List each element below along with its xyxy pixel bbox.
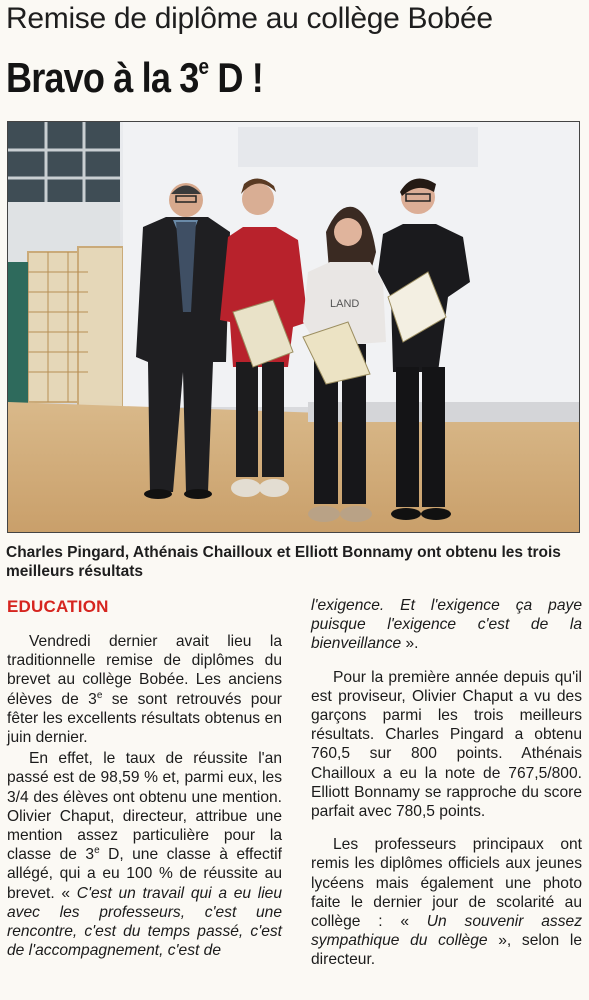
- paragraph-text: Vendredi dernier avait lieu la traditionnelle remise de diplômes du brevet au collège Bobée. Les anciens élèves de 3: [7, 633, 282, 708]
- ceremony-photo-illustration: [8, 122, 580, 533]
- paragraph-text: se sont retrouvés pour fêter les excellents résultats obtenus en juin dernier.: [7, 690, 282, 747]
- article-column-left: [7, 632, 282, 960]
- superscript: e: [94, 845, 100, 857]
- headline-prefix: Bravo à la 3: [6, 54, 199, 101]
- headline-suffix: D !: [208, 54, 263, 101]
- director-quote: Un souvenir assez sympathique du collège: [311, 913, 582, 950]
- photo-caption: Charles Pingard, Athénais Chailloux et Elliott Bonnamy ont obtenu les trois meilleurs résultats: [6, 544, 561, 580]
- paragraph-quote-end: [311, 596, 582, 654]
- paragraph-text: », selon le directeur.: [311, 932, 583, 969]
- svg-text:LAND: LAND: [330, 298, 360, 310]
- paragraph-top-results: Pour la première année depuis qu'il est proviseur, Olivier Chaput a vu des garçons parmi les trois meilleurs résultats. Charles Pingard a obtenu 760,5 sur 800 points. Athénais Chailloux a eu la note de 767,5/800. Elliott Bonnamy se rapproche du score parfait avec 780,5 points.: [311, 668, 582, 821]
- director-quote: C'est un travail qui a eu lieu avec les professeurs, c'est une rencontre, c'est du temps passé, c'est de l'accompagnement, c'est de: [7, 884, 283, 960]
- headline-superscript: e: [198, 54, 209, 79]
- paragraph-text: Les professeurs principaux ont remis les diplômes officiels aux jeunes lycéens mais également une photo faite le dernier jour de scolarité au collège : «: [311, 836, 582, 931]
- paragraph-text: D, une classe à effectif allégé, qui a eu 100 % de réussite au brevet. «: [7, 846, 282, 902]
- paragraph-diplomas: [311, 835, 582, 969]
- article-headline: [6, 54, 503, 102]
- paragraph-results: [7, 749, 282, 960]
- paragraph-intro: [7, 632, 282, 747]
- paragraph-text: En effet, le taux de réussite l'an passé est de 98,59 % et, parmi eux, les 3/4 des élèves ont obtenu une mention. Olivier Chaput, directeur, attribue une mention assez particulière pour la classe de 3: [7, 750, 282, 864]
- paragraph-text: ».: [401, 635, 419, 653]
- director-quote: l'exigence. Et l'exigence ça paye puisque l'exigence c'est de la bienveillance: [311, 597, 582, 653]
- article-photo: [7, 121, 580, 533]
- article-column-right: [311, 596, 582, 970]
- section-rubric: EDUCATION: [7, 597, 109, 616]
- article-kicker: Remise de diplôme au collège Bobée: [6, 2, 493, 35]
- superscript: e: [96, 689, 103, 701]
